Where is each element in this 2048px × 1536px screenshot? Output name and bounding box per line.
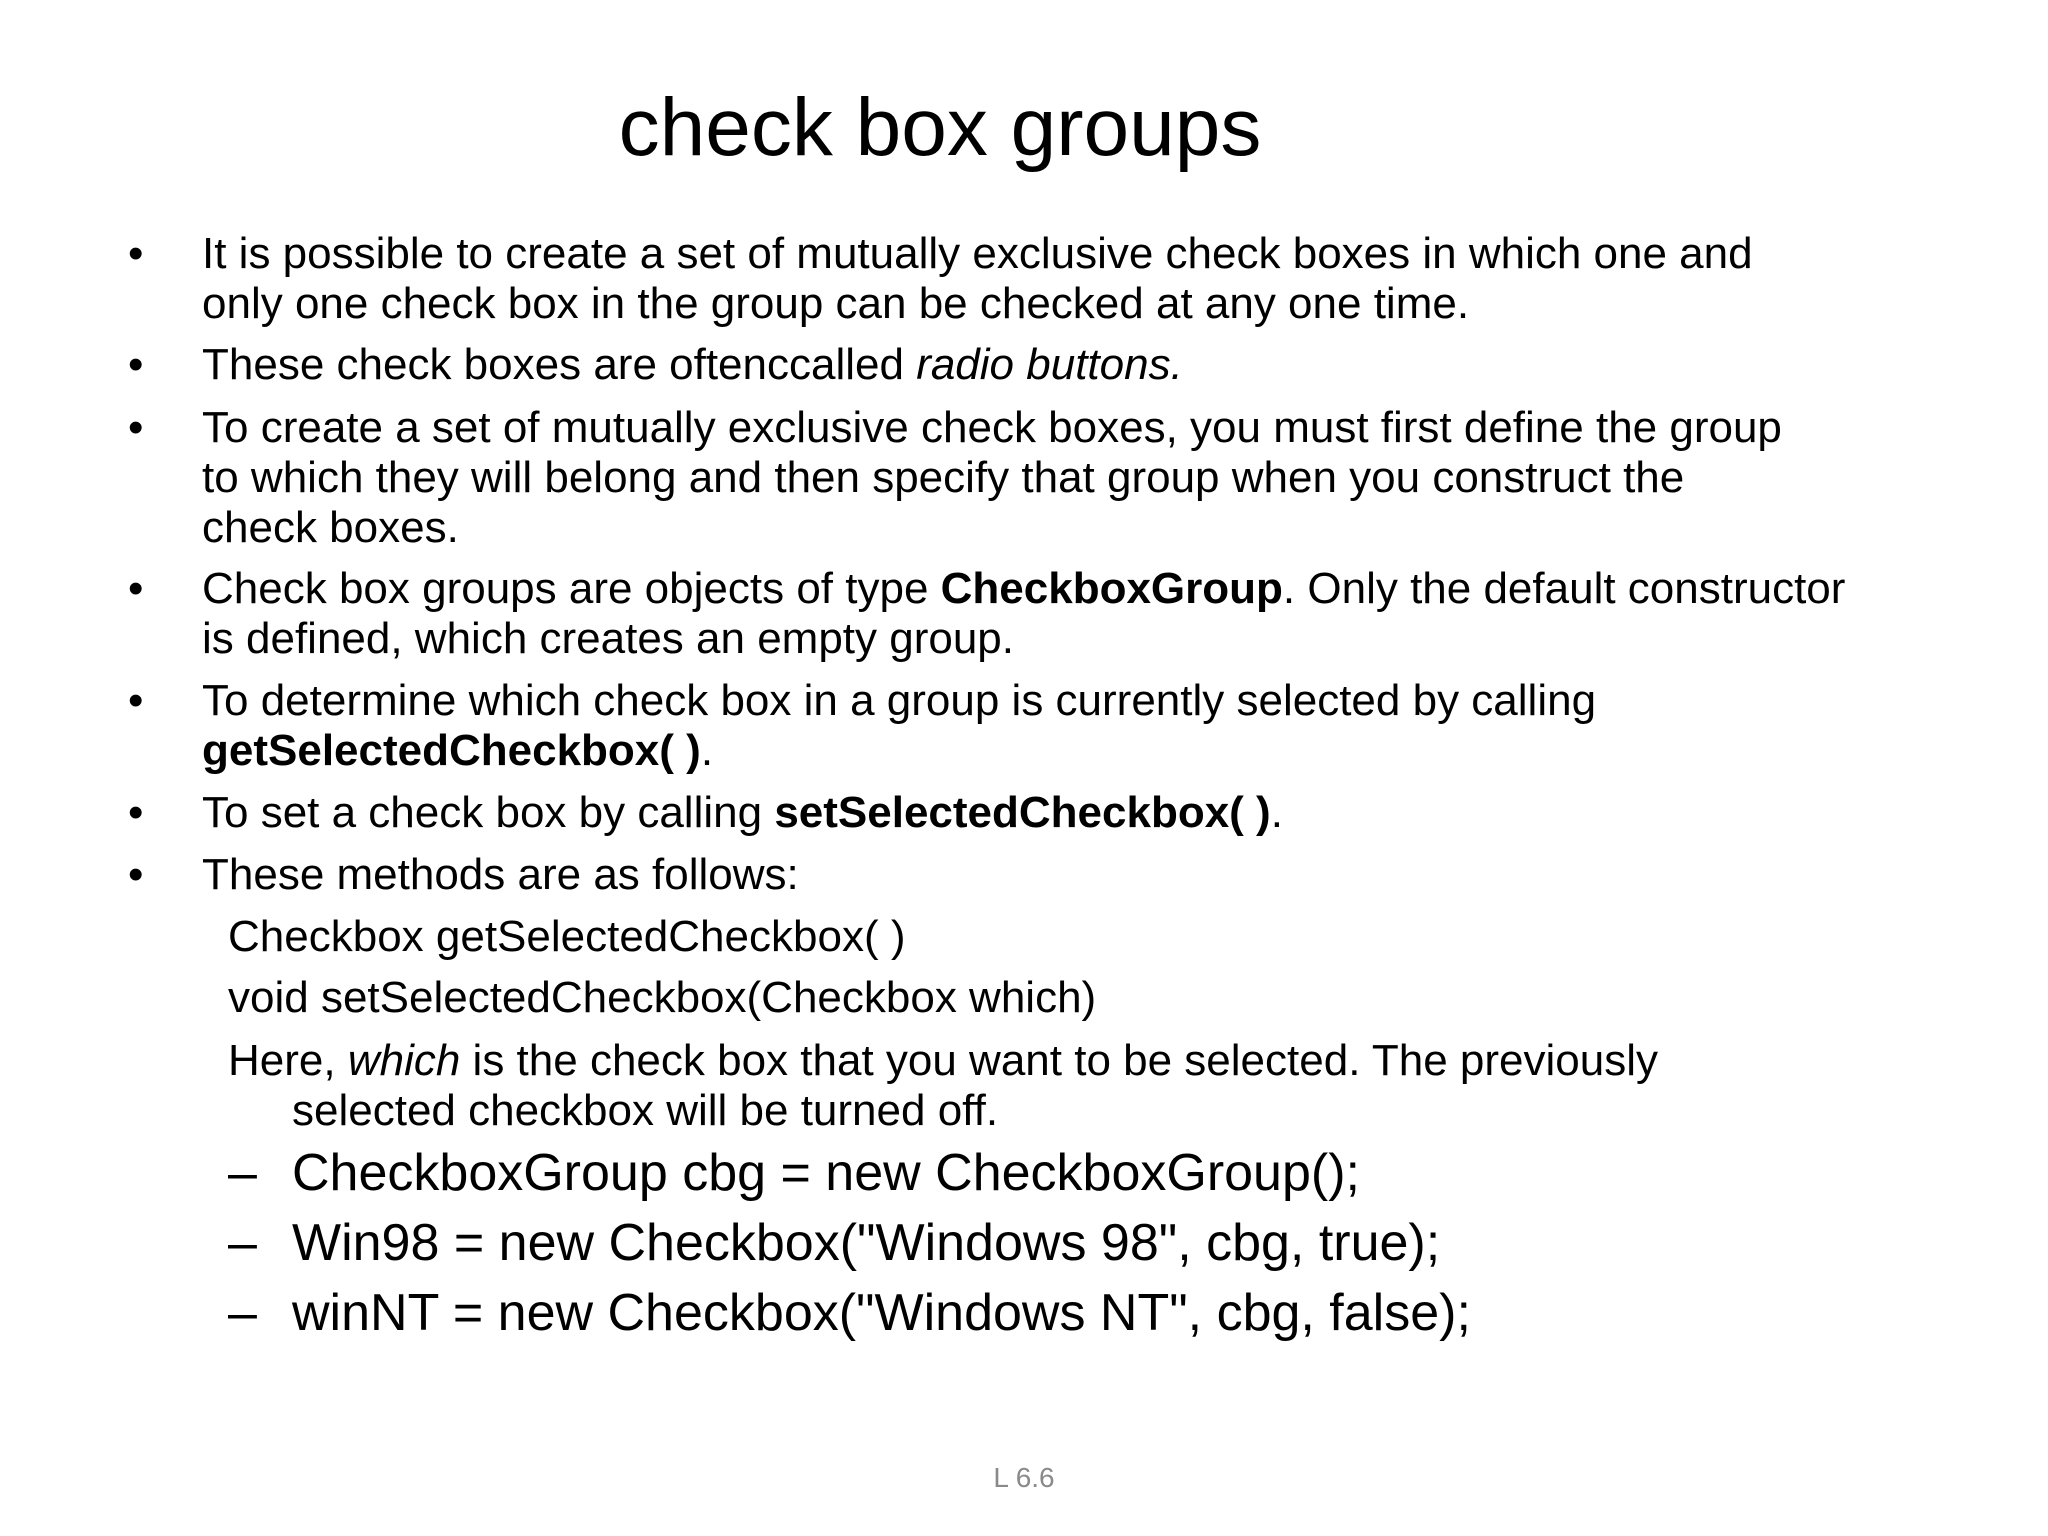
bullet-item-4 [202,564,1982,664]
bullet-item-1 [202,229,1982,329]
bullet-5-line-2 [202,726,1982,776]
bullet-item-3 [202,403,1982,553]
code-line-3: winNT = new Checkbox("Windows NT", cbg, false); [292,1284,1471,1342]
bullet-4-bold: CheckboxGroup [940,564,1283,613]
bullet-4-line-2: is defined, which creates an empty group. [202,614,1015,663]
dash-marker: – [228,1144,257,1202]
bullet-4-line-1 [202,564,1982,614]
bullet-1-line-1: It is possible to create a set of mutually exclusive check boxes in which one and [202,229,1753,278]
bullet-marker: • [128,676,144,725]
bullet-marker: • [128,850,144,899]
bullet-item-7: These methods are as follows: [202,850,799,899]
bullet-1-line-2: only one check box in the group can be checked at any one time. [202,279,1470,328]
bullet-item-5 [202,676,1982,776]
dash-marker: – [228,1284,257,1342]
method-signature-get: Checkbox getSelectedCheckbox( ) [228,912,906,961]
bullet-marker: • [128,229,144,278]
method-explanation-line-2: selected checkbox will be turned off. [292,1086,999,1135]
bullet-marker: • [128,340,144,389]
bullet-6-pre: To set a check box by calling [202,788,775,837]
bullet-6-post: . [1270,788,1283,837]
bullet-6-bold: setSelectedCheckbox( ) [774,788,1271,837]
here-pre: Here, [228,1036,348,1085]
bullet-3-line-2: to which they will belong and then specify that group when you construct the [202,453,1685,502]
bullet-4-pre: Check box groups are objects of type [202,564,941,613]
bullet-marker: • [128,403,144,452]
bullet-5-post: . [700,726,714,775]
method-explanation [228,1036,1948,1086]
slide-number: L 6.6 [993,1462,1055,1493]
method-signature-set: void setSelectedCheckbox(Checkbox which) [228,973,1097,1022]
bullet-marker: • [128,788,144,837]
bullet-4-post: . Only the default constructor [1282,564,1846,613]
slide-title: check box groups [618,82,1262,173]
bullet-2-italic: radio buttons. [916,340,1183,389]
bullet-3-line-3: check boxes. [202,503,459,552]
bullet-5-bold: getSelectedCheckbox( ) [202,726,701,775]
here-italic: which [347,1036,461,1085]
here-post: is the check box that you want to be selected. The previously [460,1036,1658,1085]
bullet-marker: • [128,564,144,613]
bullet-5-line-1: To determine which check box in a group is currently selected by calling [202,676,1597,725]
bullet-item-6 [202,788,1982,838]
dash-marker: – [228,1214,257,1272]
bullet-2-text: These check boxes are oftenccalled [202,340,917,389]
code-line-2: Win98 = new Checkbox("Windows 98", cbg, true); [292,1214,1441,1272]
code-line-1: CheckboxGroup cbg = new CheckboxGroup(); [292,1144,1360,1202]
bullet-item-2 [202,340,1982,390]
bullet-3-line-1: To create a set of mutually exclusive check boxes, you must first define the group [202,403,1782,452]
